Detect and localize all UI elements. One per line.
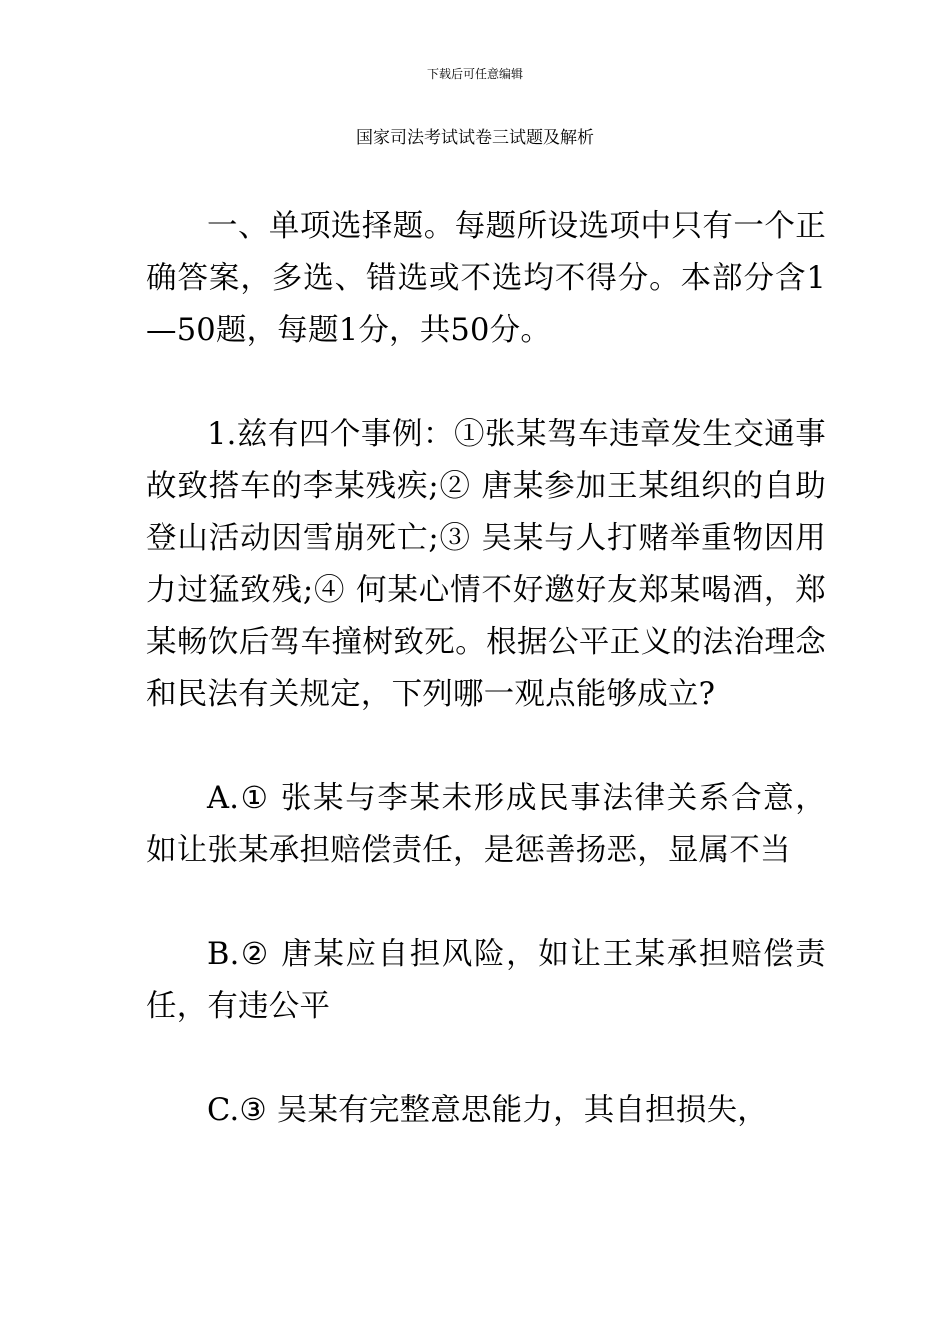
- question-1-option-a: A.① 张某与李某未形成民事法律关系合意，如让张某承担赔偿责任，是惩善扬恶，显属不当: [146, 781, 826, 868]
- header-note: 下载后可任意编辑: [426, 67, 523, 81]
- paragraph-gap: [146, 1033, 826, 1085]
- question-1-option-c: C.③ 吴某有完整意思能力，其自担损失，: [207, 1093, 768, 1128]
- document-body: [146, 201, 826, 1137]
- paragraph-gap: [146, 357, 826, 409]
- document-title: 国家司法考试试卷三试题及解析: [356, 128, 594, 148]
- paragraph-gap: [146, 721, 826, 773]
- section-intro: 一、单项选择题。每题所设选项中只有一个正确答案，多选、错选或不选均不得分。本部分含1—50题，每题1分，共50分。: [146, 209, 826, 348]
- paragraph-gap: [146, 877, 826, 929]
- question-1-stem: 1.兹有四个事例：①张某驾车违章发生交通事故致搭车的李某残疾;② 唐某参加王某组织的自助登山活动因雪崩死亡;③ 吴某与人打赌举重物因用力过猛致残;④ 何某心情不好邀好友郑某喝酒，郑某畅饮后驾车撞树致死。根据公平正义的法治理念和民法有关规定，下列哪一观点能够成立?: [146, 417, 826, 712]
- question-1-option-b: B.② 唐某应自担风险，如让王某承担赔偿责任，有违公平: [146, 937, 826, 1024]
